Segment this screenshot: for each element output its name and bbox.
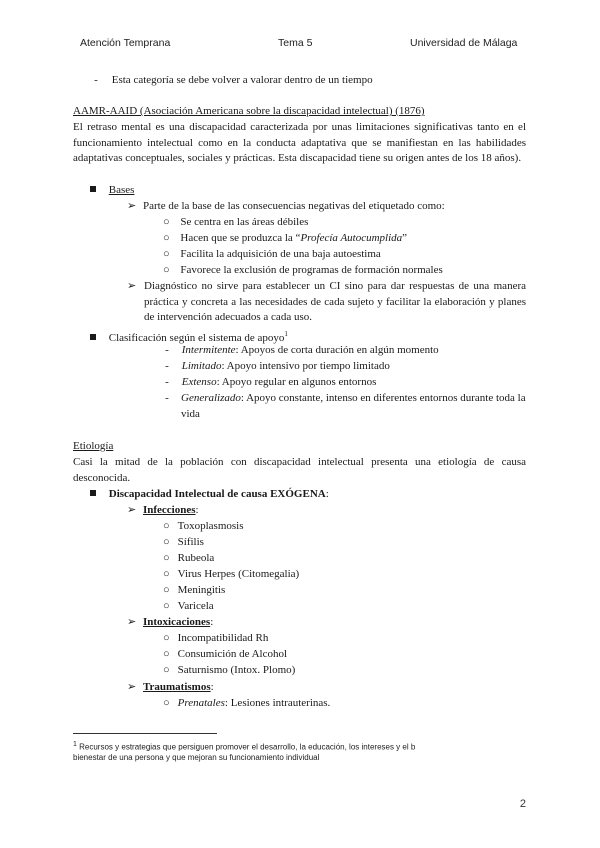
header-left: Atención Temprana	[80, 37, 171, 49]
etiologia-paragraph: Casi la mitad de la población con discapacidad intelectual presenta una etiología de causa desconocida.	[73, 456, 526, 484]
circle-bullet-icon: ○	[163, 520, 170, 532]
infeccion-text: Rubeola	[177, 552, 215, 564]
colon: :	[210, 681, 214, 693]
bases-sub-text: Favorece la exclusión de programas de formación normales	[180, 264, 443, 276]
exogena-label: Discapacidad Intelectual de causa EXÓGENA	[108, 488, 326, 500]
arrow-bullet-icon: ➢	[127, 280, 137, 292]
clasificacion-entry	[163, 375, 376, 391]
arrow-bullet-icon: ➢	[127, 616, 137, 628]
intoxicacion-entry	[163, 663, 295, 679]
header-right: Universidad de Málaga	[410, 37, 518, 49]
circle-bullet-icon: ○	[163, 648, 170, 660]
square-bullet-icon	[90, 490, 96, 496]
footnote-text: Recursos y estrategias que persiguen promover el desarrollo, la educación, los intereses y el b	[76, 742, 416, 752]
colon: :	[195, 504, 199, 516]
aamr-paragraph: El retraso mental es una discapacidad caracterizada por unas limitaciones significativas tanto en el funcionamiento intelectual como en la conducta adaptativa que se manifiestan en las habilidades adaptativas conceptuales, sociales y prácticas. Esta discapacidad tiene su origen antes de los 18 años).	[73, 121, 526, 165]
footnote-ref: 1	[284, 330, 288, 338]
clasificacion-term: Limitado	[181, 360, 222, 372]
infeccion-entry	[163, 535, 204, 551]
profecia-term: Profecía Autocumplida	[300, 232, 403, 244]
footnote-line-1	[73, 741, 415, 752]
clasificacion-term: Generalizado	[181, 392, 241, 404]
bases-item	[90, 183, 134, 199]
arrow-bullet-icon: ➢	[127, 504, 137, 516]
clasificacion-text	[181, 391, 526, 422]
circle-bullet-icon: ○	[163, 664, 170, 676]
traumatismos-item	[127, 680, 214, 696]
clasificacion-text	[182, 344, 439, 356]
profecia-close: ”	[402, 232, 408, 244]
bases-point-2: Diagnóstico no sirve para establecer un CI sino para dar respuestas de una manera práctica y concreta a las necesidades de cada sujeto y facilitar la elaboración y planes de intervención adecuados a cada uso.	[144, 280, 526, 324]
bases-sub-item	[163, 231, 407, 247]
clasificacion-term: Intermitente	[181, 344, 236, 356]
intro-bullet-text: Esta categoría se debe volver a valorar dentro de un tiempo	[111, 74, 373, 86]
square-bullet-icon	[90, 186, 96, 192]
circle-bullet-icon: ○	[163, 568, 170, 580]
arrow-bullet-icon: ➢	[127, 200, 137, 212]
arrow-bullet-icon: ➢	[127, 681, 137, 693]
intoxicacion-entry	[163, 647, 287, 663]
bases-point-1	[127, 199, 445, 215]
colon: :	[325, 488, 329, 500]
infeccion-entry	[163, 519, 244, 535]
circle-bullet-icon: ○	[163, 600, 170, 612]
bases-label: Bases	[108, 184, 135, 196]
dash-bullet: -	[165, 344, 169, 356]
header-center: Tema 5	[278, 37, 313, 49]
intoxicacion-text: Saturnismo (Intox. Plomo)	[177, 664, 296, 676]
prenatales-desc: : Lesiones intrauterinas.	[224, 697, 331, 709]
dash-bullet: -	[165, 360, 169, 372]
circle-bullet-icon: ○	[163, 632, 170, 644]
footnote-divider	[73, 733, 217, 734]
intoxicaciones-item	[127, 615, 213, 631]
traumatismos-label: Traumatismos	[142, 681, 211, 693]
infeccion-entry	[163, 599, 214, 615]
clasificacion-desc: : Apoyos de corta duración en algún momento	[235, 344, 439, 356]
clasificacion-entry	[163, 359, 390, 375]
clasificacion-text	[182, 360, 390, 372]
bases-point-1-text: Parte de la base de las consecuencias negativas del etiquetado como:	[142, 200, 445, 212]
infeccion-text: Sífilis	[177, 536, 204, 548]
infeccion-entry	[163, 551, 214, 567]
etiologia-heading: Etiología	[73, 440, 114, 452]
circle-bullet-icon: ○	[163, 232, 170, 244]
circle-bullet-icon: ○	[163, 536, 170, 548]
footnote-line-2: bienestar de una persona y que mejoran su funcionamiento individual	[73, 753, 320, 762]
circle-bullet-icon: ○	[163, 697, 170, 709]
infeccion-entry	[163, 583, 225, 599]
clasificacion-label: Clasificación según el sistema de apoyo	[108, 331, 285, 344]
dash-bullet: -	[94, 74, 98, 86]
intoxicacion-text: Consumición de Alcohol	[177, 648, 288, 660]
clasificacion-desc: : Apoyo intensivo por tiempo limitado	[221, 360, 390, 372]
bases-sub-item	[163, 215, 308, 231]
circle-bullet-icon: ○	[163, 264, 170, 276]
infeccion-text: Virus Herpes (Citomegalia)	[177, 568, 300, 580]
intoxicacion-text: Incompatibilidad Rh	[177, 632, 269, 644]
infeccion-text: Meningitis	[177, 584, 226, 596]
bases-sub-item	[163, 247, 381, 263]
prenatales-term: Prenatales	[177, 697, 225, 709]
profecia-prefix: Hacen que se produzca la “	[180, 232, 301, 244]
colon: :	[210, 616, 214, 628]
clasificacion-entry	[163, 343, 439, 359]
square-bullet-icon	[90, 334, 96, 340]
infecciones-item	[127, 503, 199, 519]
dash-bullet: -	[165, 392, 169, 404]
page-number: 2	[519, 798, 526, 810]
bases-sub-item	[163, 263, 443, 279]
intoxicaciones-label: Intoxicaciones	[142, 616, 211, 628]
bases-sub-text: Facilita la adquisición de una baja autoestima	[180, 248, 381, 260]
clasificacion-term: Extenso	[181, 376, 217, 388]
infeccion-text: Varicela	[177, 600, 214, 612]
clasificacion-desc: : Apoyo regular en algunos entornos	[216, 376, 377, 388]
exogena-item	[90, 487, 329, 503]
footnote-number: 1	[73, 741, 77, 748]
circle-bullet-icon: ○	[163, 584, 170, 596]
circle-bullet-icon: ○	[163, 216, 170, 228]
intoxicacion-entry	[163, 631, 268, 647]
bases-sub-text: Se centra en las áreas débiles	[180, 216, 309, 228]
intro-bullet	[92, 73, 373, 89]
bases-sub-text	[180, 232, 407, 244]
infeccion-entry	[163, 567, 299, 583]
traumatismo-text	[178, 697, 331, 709]
circle-bullet-icon: ○	[163, 552, 170, 564]
aamr-heading: AAMR-AAID (Asociación Americana sobre la discapacidad intelectual) (1876)	[73, 105, 425, 117]
clasificacion-desc: : Apoyo constante, intenso en diferentes entornos durante toda la vida	[181, 392, 526, 420]
infeccion-text: Toxoplasmosis	[177, 520, 244, 532]
circle-bullet-icon: ○	[163, 248, 170, 260]
traumatismo-entry	[163, 696, 330, 712]
dash-bullet: -	[165, 376, 169, 388]
infecciones-label: Infecciones	[142, 504, 196, 516]
clasificacion-text	[182, 376, 377, 388]
